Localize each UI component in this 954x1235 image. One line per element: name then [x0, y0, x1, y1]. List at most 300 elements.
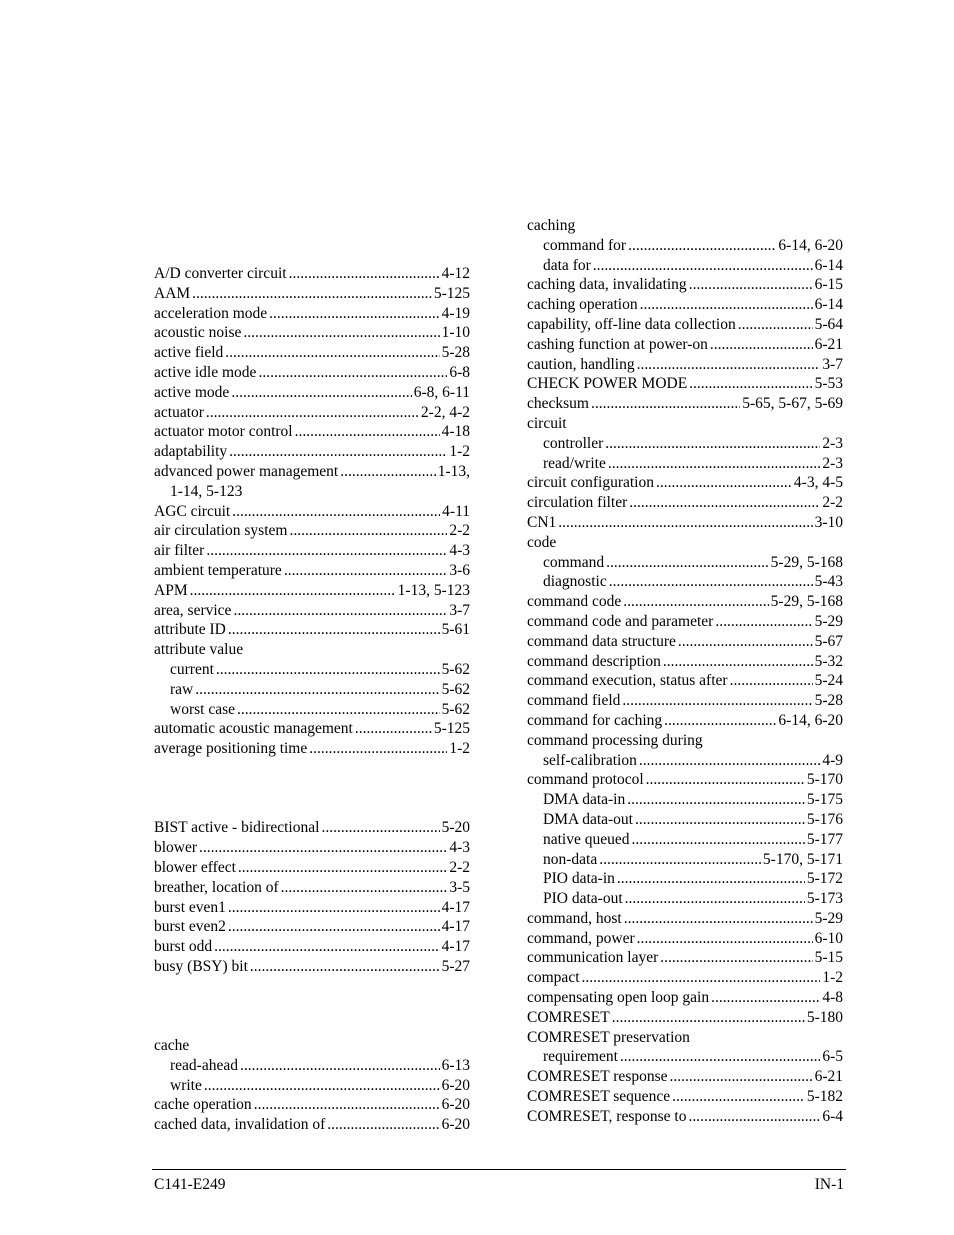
dot-leader — [663, 652, 813, 672]
index-entry — [527, 612, 843, 632]
index-pages: 5-65, 5-67, 5-69 — [742, 395, 843, 413]
index-term: DMA data-in — [543, 791, 626, 809]
index-term: PIO data-in — [543, 870, 615, 888]
index-term: blower effect — [154, 858, 236, 876]
index-entry — [527, 731, 843, 751]
dot-leader — [605, 434, 820, 454]
dot-leader — [582, 968, 821, 988]
dot-leader — [640, 295, 813, 315]
index-pages: 6-13 — [441, 1056, 470, 1074]
index-term: COMRESET sequence — [527, 1088, 671, 1106]
dot-leader — [355, 719, 432, 739]
dot-leader — [710, 335, 813, 355]
index-subentry — [154, 680, 470, 700]
index-pages: 5-172 — [806, 870, 843, 888]
index-pages: 4-8 — [822, 989, 843, 1007]
index-term: non-data — [543, 850, 598, 868]
dot-leader — [204, 1076, 440, 1096]
index-term: circuit configuration — [527, 474, 654, 492]
index-term: attribute ID — [154, 621, 226, 639]
dot-leader — [228, 898, 440, 918]
index-pages: 2-2 — [449, 522, 470, 540]
index-pages: 4-3, 4-5 — [793, 474, 843, 492]
index-pages: 5-28 — [814, 692, 843, 710]
index-term: circulation filter — [527, 494, 628, 512]
index-pages: 5-53 — [814, 375, 843, 393]
index-term: area, service — [154, 601, 232, 619]
index-subentry — [527, 256, 843, 276]
index-pages: 4-9 — [822, 751, 843, 769]
index-pages: 5-62 — [441, 680, 470, 698]
dot-leader — [672, 1087, 805, 1107]
index-pages: 6-20 — [441, 1076, 470, 1094]
index-entry — [154, 403, 470, 423]
dot-leader — [340, 462, 436, 482]
index-pages: 4-17 — [441, 918, 470, 936]
index-term: AGC circuit — [154, 502, 231, 520]
index-entry — [527, 295, 843, 315]
index-entry — [527, 335, 843, 355]
index-term: breather, location of — [154, 878, 279, 896]
index-entry — [527, 513, 843, 533]
dot-leader — [715, 612, 812, 632]
index-pages: 1-2 — [449, 443, 470, 461]
index-entry — [154, 818, 470, 838]
dot-leader — [678, 632, 813, 652]
index-entry — [154, 640, 470, 660]
index-term: burst even2 — [154, 918, 226, 936]
dot-leader — [639, 751, 821, 771]
dot-leader — [622, 691, 812, 711]
index-term: command field — [527, 692, 621, 710]
index-entry — [154, 620, 470, 640]
index-entry — [154, 363, 470, 383]
index-term: advanced power management — [154, 462, 339, 480]
index-subentry — [527, 553, 843, 573]
index-term: 1-14, 5-123 — [170, 482, 243, 500]
index-pages: 4-17 — [441, 938, 470, 956]
index-pages: 3-10 — [814, 513, 843, 531]
index-term: cached data, invalidation of — [154, 1116, 326, 1134]
index-pages: 6-8 — [449, 363, 470, 381]
index-term: busy (BSY) bit — [154, 957, 248, 975]
index-entry — [154, 1115, 470, 1135]
dot-leader — [309, 739, 447, 759]
index-pages: 5-67 — [814, 632, 843, 650]
index-term: data for — [543, 256, 591, 274]
index-pages: 5-182 — [806, 1088, 843, 1106]
index-entry — [527, 948, 843, 968]
index-entry — [154, 383, 470, 403]
index-entry — [527, 355, 843, 375]
index-entry — [527, 1067, 843, 1087]
index-entry — [527, 394, 843, 414]
dot-leader — [688, 1107, 820, 1127]
index-pages: 3-7 — [449, 601, 470, 619]
index-pages: 5-176 — [806, 810, 843, 828]
dot-leader — [284, 561, 448, 581]
index-entry — [527, 968, 843, 988]
index-pages: 5-62 — [441, 660, 470, 678]
index-entry — [527, 691, 843, 711]
index-subentry — [527, 236, 843, 256]
index-pages: 5-173 — [806, 890, 843, 908]
index-pages: 5-29 — [814, 909, 843, 927]
index-term: read/write — [543, 454, 606, 472]
dot-leader — [689, 374, 812, 394]
index-pages: 5-61 — [441, 621, 470, 639]
index-pages: 5-170, 5-171 — [762, 850, 843, 868]
index-term: burst even1 — [154, 898, 226, 916]
index-pages: 2-3 — [822, 434, 843, 452]
dot-leader — [608, 454, 821, 474]
index-entry — [527, 632, 843, 652]
index-entry — [527, 652, 843, 672]
index-term: requirement — [543, 1048, 618, 1066]
index-pages: 5-62 — [441, 700, 470, 718]
dot-leader — [289, 521, 447, 541]
dot-leader — [632, 830, 805, 850]
index-term: active field — [154, 344, 224, 362]
index-entry — [154, 739, 470, 759]
index-pages: 6-4 — [822, 1107, 843, 1125]
index-term: raw — [170, 680, 194, 698]
dot-leader — [689, 275, 813, 295]
index-pages: 4-12 — [441, 265, 470, 282]
dot-leader — [250, 957, 440, 977]
index-pages: 2-2 — [449, 858, 470, 876]
index-term: checksum — [527, 395, 589, 413]
index-term: A/D converter circuit — [154, 265, 287, 282]
dot-leader — [599, 850, 761, 870]
index-pages: 6-14, 6-20 — [778, 236, 843, 254]
index-term: burst odd — [154, 938, 213, 956]
dot-leader — [237, 700, 440, 720]
dot-leader — [624, 909, 813, 929]
index-term: command for caching — [527, 711, 663, 729]
dot-leader — [327, 1115, 439, 1135]
dot-leader — [199, 838, 447, 858]
dot-leader — [617, 869, 805, 889]
index-entry — [527, 770, 843, 790]
dot-leader — [625, 889, 805, 909]
index-pages: 4-3 — [449, 839, 470, 857]
index-entry — [527, 374, 843, 394]
index-term: air circulation system — [154, 522, 288, 540]
index-entry — [154, 264, 470, 284]
index-entry — [527, 929, 843, 949]
index-term: attribute value — [154, 641, 244, 659]
index-entry — [527, 711, 843, 731]
index-term: adaptability — [154, 443, 228, 461]
index-entry — [527, 1087, 843, 1107]
index-entry — [154, 561, 470, 581]
index-entry — [527, 592, 843, 612]
index-term: circuit — [527, 414, 567, 432]
dot-leader — [646, 770, 805, 790]
dot-leader — [229, 442, 447, 462]
index-term: caution, handling — [527, 355, 635, 373]
dot-leader — [591, 394, 740, 414]
dot-leader — [231, 383, 411, 403]
index-entry — [154, 581, 470, 601]
index-entry — [154, 858, 470, 878]
index-subentry — [154, 700, 470, 720]
index-term: actuator motor control — [154, 423, 293, 441]
index-term: cache operation — [154, 1096, 252, 1114]
index-term: command for — [543, 236, 627, 254]
index-pages: 6-15 — [814, 276, 843, 294]
index-pages: 5-29, 5-168 — [770, 593, 843, 611]
index-term: command code and parameter — [527, 612, 714, 630]
index-entry — [154, 422, 470, 442]
index-pages: 5-177 — [806, 830, 843, 848]
dot-leader — [664, 711, 776, 731]
dot-leader — [321, 818, 439, 838]
index-subentry — [527, 751, 843, 771]
index-pages: 6-14 — [814, 256, 843, 274]
dot-leader — [656, 473, 792, 493]
section-gap — [154, 759, 470, 818]
dot-leader — [620, 1047, 820, 1067]
index-term: code — [527, 533, 557, 551]
index-pages: 6-21 — [814, 335, 843, 353]
index-term: CN1 — [527, 513, 557, 531]
index-pages: 5-29, 5-168 — [770, 553, 843, 571]
dot-leader — [228, 620, 440, 640]
index-entry — [154, 462, 470, 482]
index-term: read-ahead — [170, 1056, 238, 1074]
index-entry — [527, 473, 843, 493]
index-term: write — [170, 1076, 202, 1094]
index-term: blower — [154, 839, 198, 857]
index-entry — [154, 917, 470, 937]
dot-leader — [629, 493, 820, 513]
index-pages: 5-180 — [806, 1008, 843, 1026]
index-pages: 3-7 — [822, 355, 843, 373]
dot-leader — [593, 256, 813, 276]
dot-leader — [258, 363, 447, 383]
index-term: acoustic noise — [154, 324, 242, 342]
index-pages: 5-15 — [814, 949, 843, 967]
index-pages: 4-18 — [441, 423, 470, 441]
index-entry — [527, 1107, 843, 1127]
index-term: CHECK POWER MODE — [527, 375, 688, 393]
dot-leader — [192, 284, 432, 304]
index-entry — [527, 533, 843, 553]
index-term: automatic acoustic management — [154, 720, 353, 738]
dot-leader — [289, 264, 440, 284]
index-pages: 5-32 — [814, 652, 843, 670]
index-term: caching data, invalidating — [527, 276, 687, 294]
index-entry — [154, 957, 470, 977]
index-pages: 1-13, — [437, 462, 470, 480]
index-pages: 5-170 — [806, 771, 843, 789]
index-pages: 4-19 — [441, 304, 470, 322]
index-entry — [154, 878, 470, 898]
index-term: COMRESET, response to — [527, 1107, 687, 1125]
index-entry — [154, 343, 470, 363]
dot-leader — [233, 601, 447, 621]
index-entry — [154, 304, 470, 324]
index-pages: 5-175 — [806, 791, 843, 809]
index-term: PIO data-out — [543, 890, 623, 908]
index-entry — [154, 323, 470, 343]
index-entry — [154, 541, 470, 561]
index-term: command code — [527, 593, 622, 611]
index-pages: 5-125 — [433, 720, 470, 738]
index-pages: 6-14 — [814, 296, 843, 314]
index-term: average positioning time — [154, 740, 308, 758]
dot-leader — [214, 937, 439, 957]
index-pages: 1-2 — [822, 969, 843, 987]
index-entry — [154, 1036, 470, 1056]
index-term: command, power — [527, 929, 635, 947]
dot-leader — [190, 581, 396, 601]
index-pages: 6-21 — [814, 1068, 843, 1086]
index-pages: 5-24 — [814, 672, 843, 690]
index-term: COMRESET preservation — [527, 1028, 690, 1046]
index-pages: 6-20 — [441, 1096, 470, 1114]
index-term: BIST active - bidirectional — [154, 819, 320, 837]
index-term: current — [170, 660, 214, 678]
index-pages: 5-125 — [433, 284, 470, 302]
dot-leader — [738, 315, 813, 335]
index-term: actuator — [154, 403, 204, 421]
dot-leader — [637, 929, 813, 949]
index-subentry — [154, 1056, 470, 1076]
index-subentry — [527, 790, 843, 810]
dot-leader — [606, 553, 769, 573]
index-term: DMA data-out — [543, 810, 633, 828]
index-term: command protocol — [527, 771, 644, 789]
index-pages: 5-27 — [441, 957, 470, 975]
index-column-right — [527, 216, 843, 1127]
index-pages: 5-28 — [441, 344, 470, 362]
dot-leader — [206, 403, 419, 423]
dot-leader — [637, 355, 821, 375]
dot-leader — [240, 1056, 440, 1076]
index-entry — [527, 216, 843, 236]
index-entry — [527, 275, 843, 295]
index-entry — [154, 601, 470, 621]
index-term: native queued — [543, 830, 630, 848]
index-pages: 6-14, 6-20 — [778, 711, 843, 729]
index-entry — [527, 414, 843, 434]
dot-leader — [730, 671, 813, 691]
index-pages: 5-64 — [814, 315, 843, 333]
dot-leader — [228, 917, 440, 937]
index-term: worst case — [170, 700, 235, 718]
index-term: active idle mode — [154, 363, 257, 381]
footer-rule — [152, 1169, 846, 1170]
index-term: cashing function at power-on — [527, 335, 708, 353]
dot-leader — [238, 858, 447, 878]
index-term: controller — [543, 434, 604, 452]
index-term: compensating open loop gain — [527, 989, 710, 1007]
dot-leader — [612, 1008, 805, 1028]
index-term: APM — [154, 581, 188, 599]
index-entry — [527, 671, 843, 691]
index-term: active mode — [154, 383, 230, 401]
index-entry — [527, 1028, 843, 1048]
index-pages: 4-11 — [442, 502, 470, 520]
dot-leader — [623, 592, 768, 612]
index-subentry — [527, 869, 843, 889]
index-term: COMRESET response — [527, 1068, 668, 1086]
index-term: command execution, status after — [527, 672, 728, 690]
index-pages: 6-8, 6-11 — [413, 383, 470, 401]
dot-leader — [609, 572, 813, 592]
index-term: command — [543, 553, 605, 571]
dot-leader — [558, 513, 812, 533]
index-subentry — [154, 1076, 470, 1096]
index-subentry — [527, 810, 843, 830]
index-term: command processing during — [527, 731, 703, 749]
index-subentry — [527, 434, 843, 454]
index-entry — [154, 937, 470, 957]
index-entry — [154, 284, 470, 304]
index-term: diagnostic — [543, 573, 607, 591]
index-pages: 5-29 — [814, 612, 843, 630]
index-pages: 3-6 — [449, 561, 470, 579]
index-pages: 1-13, 5-123 — [397, 581, 470, 599]
index-subentry — [527, 572, 843, 592]
index-entry — [154, 521, 470, 541]
index-entry — [527, 988, 843, 1008]
index-pages: 2-2 — [822, 494, 843, 512]
index-pages: 2-3 — [822, 454, 843, 472]
index-term: caching — [527, 217, 576, 234]
dot-leader — [711, 988, 820, 1008]
index-entry — [154, 838, 470, 858]
dot-leader — [660, 948, 812, 968]
index-column-left — [154, 264, 470, 1135]
index-pages: 3-5 — [449, 878, 470, 896]
dot-leader — [281, 878, 448, 898]
index-subentry — [154, 660, 470, 680]
index-term: command, host — [527, 909, 622, 927]
index-term: communication layer — [527, 949, 659, 967]
index-term: air filter — [154, 542, 205, 560]
index-pages: 1-10 — [441, 324, 470, 342]
index-subentry — [527, 830, 843, 850]
index-pages: 4-3 — [449, 542, 470, 560]
dot-leader — [225, 343, 439, 363]
index-entry — [527, 315, 843, 335]
index-subentry — [527, 850, 843, 870]
index-term: compact — [527, 969, 580, 987]
dot-leader — [628, 236, 776, 256]
index-pages: 2-2, 4-2 — [420, 403, 470, 421]
index-entry — [154, 442, 470, 462]
index-term: command data structure — [527, 632, 676, 650]
index-pages: 5-43 — [814, 573, 843, 591]
index-subentry — [527, 454, 843, 474]
dot-leader — [670, 1067, 813, 1087]
index-term: capability, off-line data collection — [527, 315, 736, 333]
dot-leader — [295, 422, 440, 442]
index-pages: 5-20 — [441, 819, 470, 837]
index-term: command description — [527, 652, 661, 670]
dot-leader — [195, 680, 439, 700]
index-term: cache — [154, 1037, 190, 1055]
index-subentry — [527, 889, 843, 909]
section-gap — [154, 977, 470, 1036]
index-subentry — [527, 1047, 843, 1067]
dot-leader — [216, 660, 440, 680]
index-pages: 6-10 — [814, 929, 843, 947]
